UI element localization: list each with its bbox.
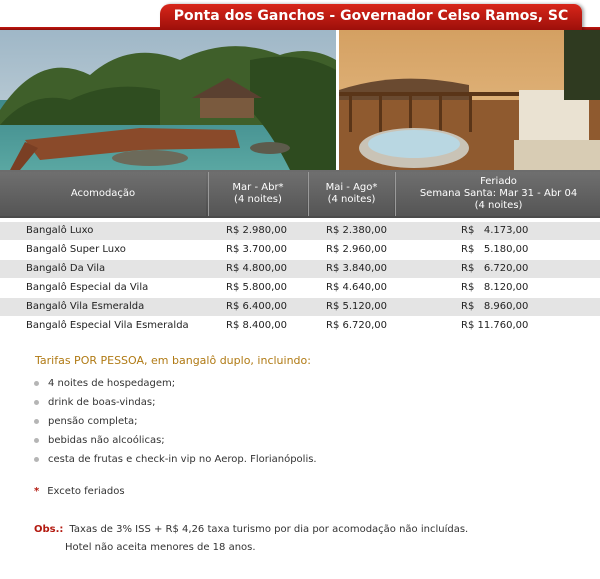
list-item: drink de boas-vindas; — [34, 393, 317, 412]
obs-line1: Taxas de 3% ISS + R$ 4,26 taxa turismo por dia por acomodação não incluídas. — [69, 524, 469, 535]
table-row — [0, 241, 600, 260]
list-item: bebidas não alcoólicas; — [34, 431, 317, 450]
row-price-mai-ago: R$ 6.720,00 — [326, 320, 388, 331]
row-price-feriado: R$ 4.173,00 — [461, 225, 529, 236]
row-price-feriado: R$ 8.960,00 — [461, 301, 529, 312]
obs-line2: Hotel não aceita menores de 18 anos. — [65, 542, 256, 553]
obs-note — [34, 523, 468, 537]
list-item: 4 noites de hospedagem; — [34, 374, 317, 393]
table-row — [0, 298, 600, 317]
row-name: Bangalô Especial da Vila — [26, 282, 149, 293]
table-row — [0, 317, 600, 336]
bullet-icon — [34, 381, 39, 386]
bullet-icon — [34, 457, 39, 462]
table-row — [0, 279, 600, 298]
bullet-icon — [34, 400, 39, 405]
table-header — [0, 170, 600, 218]
bullet-icon — [34, 438, 39, 443]
list-item: pensão completa; — [34, 412, 317, 431]
table-row — [0, 260, 600, 279]
row-price-mar-abr: R$ 4.800,00 — [226, 263, 288, 274]
row-name: Bangalô Da Vila — [26, 263, 106, 274]
row-name: Bangalô Super Luxo — [26, 244, 126, 255]
row-price-mai-ago: R$ 5.120,00 — [326, 301, 388, 312]
resort-deck-photo — [0, 30, 336, 170]
page-title: Ponta dos Ganchos - Governador Celso Ramos, SC — [173, 8, 569, 24]
row-name: Bangalô Especial Vila Esmeralda — [26, 320, 189, 331]
row-price-feriado: R$ 8.120,00 — [461, 282, 529, 293]
row-price-mar-abr: R$ 6.400,00 — [226, 301, 288, 312]
header-mar-abr: Mar - Abr* (4 noites) — [208, 172, 307, 216]
header-bar — [0, 0, 600, 30]
row-name: Bangalô Vila Esmeralda — [26, 301, 145, 312]
list-item: cesta de frutas e check-in vip no Aerop. Florianópolis. — [34, 450, 317, 469]
bullet-icon — [34, 419, 39, 424]
obs-label: Obs.: — [34, 524, 64, 535]
tarifas-title: Tarifas POR PESSOA, em bangalô duplo, incluindo: — [35, 354, 311, 367]
row-price-mai-ago: R$ 2.960,00 — [326, 244, 388, 255]
row-price-mar-abr: R$ 8.400,00 — [226, 320, 288, 331]
row-price-mai-ago: R$ 3.840,00 — [326, 263, 388, 274]
asterisk-icon: * — [34, 486, 40, 497]
header-mai-ago: Mai - Ago* (4 noites) — [308, 172, 394, 216]
row-price-feriado: R$ 6.720,00 — [461, 263, 529, 274]
row-price-mai-ago: R$ 4.640,00 — [326, 282, 388, 293]
table-row — [0, 222, 600, 241]
row-price-mar-abr: R$ 5.800,00 — [226, 282, 288, 293]
row-price-mar-abr: R$ 2.980,00 — [226, 225, 288, 236]
header-feriado: Feriado Semana Santa: Mar 31 - Abr 04 (4 noites) — [395, 172, 600, 216]
jacuzzi-deck-photo — [339, 30, 600, 170]
row-name: Bangalô Luxo — [26, 225, 94, 236]
row-price-feriado: R$ 11.760,00 — [461, 320, 529, 331]
header-accommodation: Acomodação — [0, 172, 206, 216]
price-table — [0, 222, 600, 336]
row-price-mar-abr: R$ 3.700,00 — [226, 244, 288, 255]
exception-note: * Exceto feriados — [34, 486, 125, 497]
row-price-mai-ago: R$ 2.380,00 — [326, 225, 388, 236]
inclusions-list — [34, 374, 317, 469]
row-price-feriado: R$ 5.180,00 — [461, 244, 529, 255]
